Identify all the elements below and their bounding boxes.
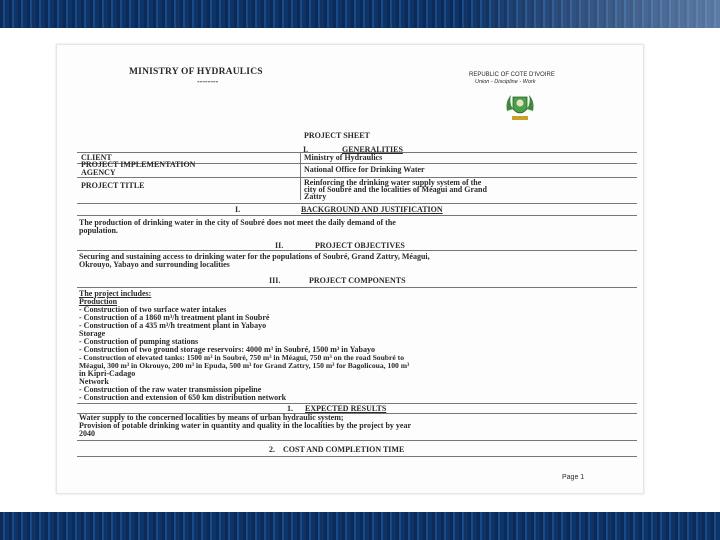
table-rule: [77, 456, 637, 457]
table-rule: [77, 287, 637, 288]
republic-name: REPUBLIC OF COTE D'IVOIRE: [469, 72, 555, 78]
ministry-dash: --------: [197, 77, 219, 86]
table-rule: [77, 215, 637, 216]
background-heading: BACKGROUND AND JUSTIFICATION: [301, 205, 443, 214]
client-value: Ministry of Hydraulics: [304, 153, 383, 162]
background-number: I.: [235, 205, 241, 214]
table-rule: [77, 440, 637, 441]
components-line: Storage: [79, 329, 106, 338]
project-title-value-2: city of Soubré and the localities of Méagui and Grand: [304, 185, 487, 194]
table-divider: [300, 152, 301, 200]
objectives-line-1: Securing and sustaining access to drinking water for the populations of Soubré, Grand Zattry, Méagui,: [79, 252, 430, 261]
project-title-value-1: Reinforcing the drinking water supply system of the: [304, 178, 482, 187]
components-line: - Construction of elevated tanks: 1500 m³ in Soubré, 750 m³ in Méagui, 750 m³ on the road Soubré to: [79, 353, 404, 362]
table-rule: [77, 250, 637, 251]
components-heading: PROJECT COMPONENTS: [309, 276, 406, 285]
components-line: - Construction of the raw water transmission pipeline: [79, 385, 262, 394]
results-heading: EXPECTED RESULTS: [305, 404, 387, 413]
project-title-value-3: Zattry: [304, 192, 327, 201]
components-line: - Construction of a 1860 m³/h treatment plant in Soubré: [79, 313, 270, 322]
results-line-2: Provision of potable drinking water in quantity and quality in the localities by the project by year: [79, 421, 412, 430]
page-number: Page 1: [562, 474, 585, 481]
results-number: 1.: [287, 404, 293, 413]
generalities-heading: GENERALITIES: [342, 145, 403, 154]
agency-label-1: PROJECT IMPLEMENTATION: [81, 160, 196, 169]
objectives-heading: PROJECT OBJECTIVES: [315, 241, 405, 250]
background-line-1: The production of drinking water in the city of Soubré does not meet the daily demand of the: [79, 218, 396, 227]
document-page: [56, 44, 644, 494]
components-number: III.: [269, 276, 281, 285]
generalities-number: I.: [303, 145, 309, 154]
ministry-name: MINISTRY OF HYDRAULICS: [129, 67, 263, 77]
components-line: - Construction of two ground storage reservoirs: 4000 m³ in Soubré, 1500 m³ in Yabayo: [79, 345, 375, 354]
results-line-3: 2040: [79, 429, 95, 438]
table-rule: [77, 203, 637, 204]
cost-number: 2.: [269, 445, 275, 454]
components-line: Production: [79, 297, 118, 306]
bottom-banner: [0, 512, 720, 540]
components-line: - Construction of two surface water intakes: [79, 305, 227, 314]
coat-of-arms-icon: [503, 89, 537, 123]
components-line: in Kipri-Cadago: [79, 369, 136, 378]
components-line: The project includes:: [79, 289, 152, 298]
components-line: - Construction and extension of 650 km distribution network: [79, 393, 287, 402]
cost-heading: COST AND COMPLETION TIME: [283, 445, 405, 454]
agency-value: National Office for Drinking Water: [304, 165, 425, 174]
republic-motto: Union - Discipline - Work: [475, 79, 536, 85]
results-line-1: Water supply to the concerned localities by means of urban hydraulic system;: [79, 413, 344, 422]
agency-label-2: AGENCY: [81, 168, 116, 177]
project-title-label: PROJECT TITLE: [81, 181, 145, 190]
objectives-number: II.: [275, 241, 284, 250]
background-line-2: population.: [79, 226, 118, 235]
client-label: CLIENT: [81, 153, 112, 162]
components-line: Network: [79, 377, 109, 386]
components-line: - Construction of a 435 m³/h treatment plant in Yabayo: [79, 321, 267, 330]
components-line: Méagui, 300 m³ in Okrouyo, 200 m³ in Epuda, 500 m³ for Grand Zattry, 150 m³ for Bagolicoua, 100 m³: [79, 361, 410, 370]
components-line: - Construction of pumping stations: [79, 337, 199, 346]
objectives-line-2: Okrouyo, Yabayo and surrounding localities: [79, 260, 230, 269]
top-banner: [0, 0, 720, 28]
project-sheet-title: PROJECT SHEET: [304, 131, 370, 140]
